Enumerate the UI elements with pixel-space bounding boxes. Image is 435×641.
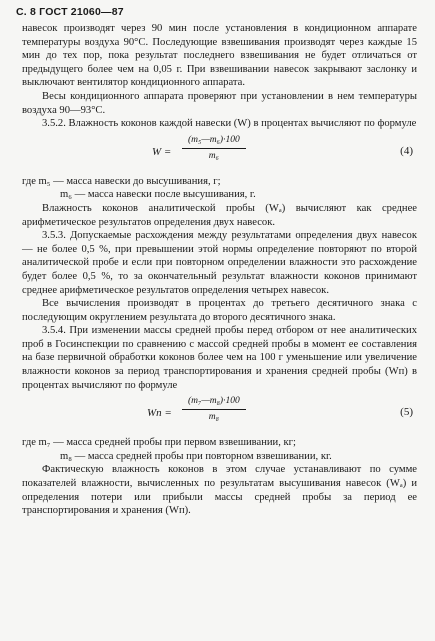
paragraph-3-5-4: 3.5.4. При изменении массы средней пробы перед отбором от нее аналитических проб в Госинспекции по сравнению с массой средней пробы в момент ее составления на базе первичной обработки коконов более чем на 100 г уменьшение или увеличение влажности коконов за период транспортирования и хранения средней пробы (Wп) в процентах вычисляют по формуле [22, 325, 417, 391]
formula-lhs: Wп = [147, 407, 172, 420]
paragraph: навесок производят через 90 мин после установления в кондиционном аппарате температуры воздуха 90°С. Последующие взвешивания производят через каждые 15 мин до тех пор, пока результат последнего взвешивания не будет отличаться от предыдущего более чем на 0,05 г. При взвешивании навесок закрывают заслонку и выключают вентилятор кондиционного аппарата. [22, 23, 417, 89]
page-header: С. 8 ГОСТ 21060—87 [16, 6, 124, 18]
paragraph: Фактическую влажность коконов в этом случае устанавливают по сумме показателей влажности, вычисленных по результатам высушивания навесок (Wₐ) и определения потери или прибыли массы средней пробы за период ее транспортирования и хранения (Wп). [22, 464, 417, 517]
formula-5 [22, 394, 417, 434]
paragraph-3-5-2: 3.5.2. Влажность коконов каждой навески (W) в процентах вычисляют по формуле [42, 118, 417, 130]
where-line: где m₅ — масса навески до высушивания, г; [22, 175, 221, 187]
body-text [22, 22, 417, 518]
formula-denominator: m₆ [208, 150, 219, 161]
paragraph: Влажность коконов аналитической пробы (Wₐ) вычисляют как среднее арифметическое результатов определения двух навесок. [22, 202, 417, 228]
paragraph: Весы кондиционного аппарата проверяют при установлении в нем температуры воздуха 90—93°С. [22, 90, 417, 116]
formula-numerator: (m₇—m₈)·100 [182, 394, 246, 410]
where-line: m₆ — масса навески после высушивания, г. [60, 189, 256, 201]
where-line: m₈ — масса средней пробы при повторном взвешивании, кг. [60, 450, 332, 462]
formula-lhs: W = [152, 145, 172, 158]
paragraph-3-5-3: 3.5.3. Допускаемые расхождения между результатами определения двух навесок — не более 0,5 %, при превышении этой нормы определение повторяют по второй аналитической пробе и если при повторном определении влажности это расхождение будет более 0,5 %, то за окончательный результат влажности коконов принимают среднее арифметическое результатов определения четырех навесок. [22, 230, 417, 296]
formula-number: (5) [400, 406, 413, 419]
paragraph: Все вычисления производят в процентах до третьего десятичного знака с последующим округлением результата до второго десятичного знака. [22, 298, 417, 323]
formula-4 [22, 133, 417, 173]
formula-numerator: (m₅—m₆)·100 [182, 133, 246, 149]
formula-denominator: m₈ [208, 412, 219, 423]
formula-fraction [182, 133, 246, 164]
formula-fraction [182, 394, 246, 425]
formula-number: (4) [400, 144, 413, 157]
where-line: где m₇ — масса средней пробы при первом взвешивании, кг; [22, 437, 296, 449]
